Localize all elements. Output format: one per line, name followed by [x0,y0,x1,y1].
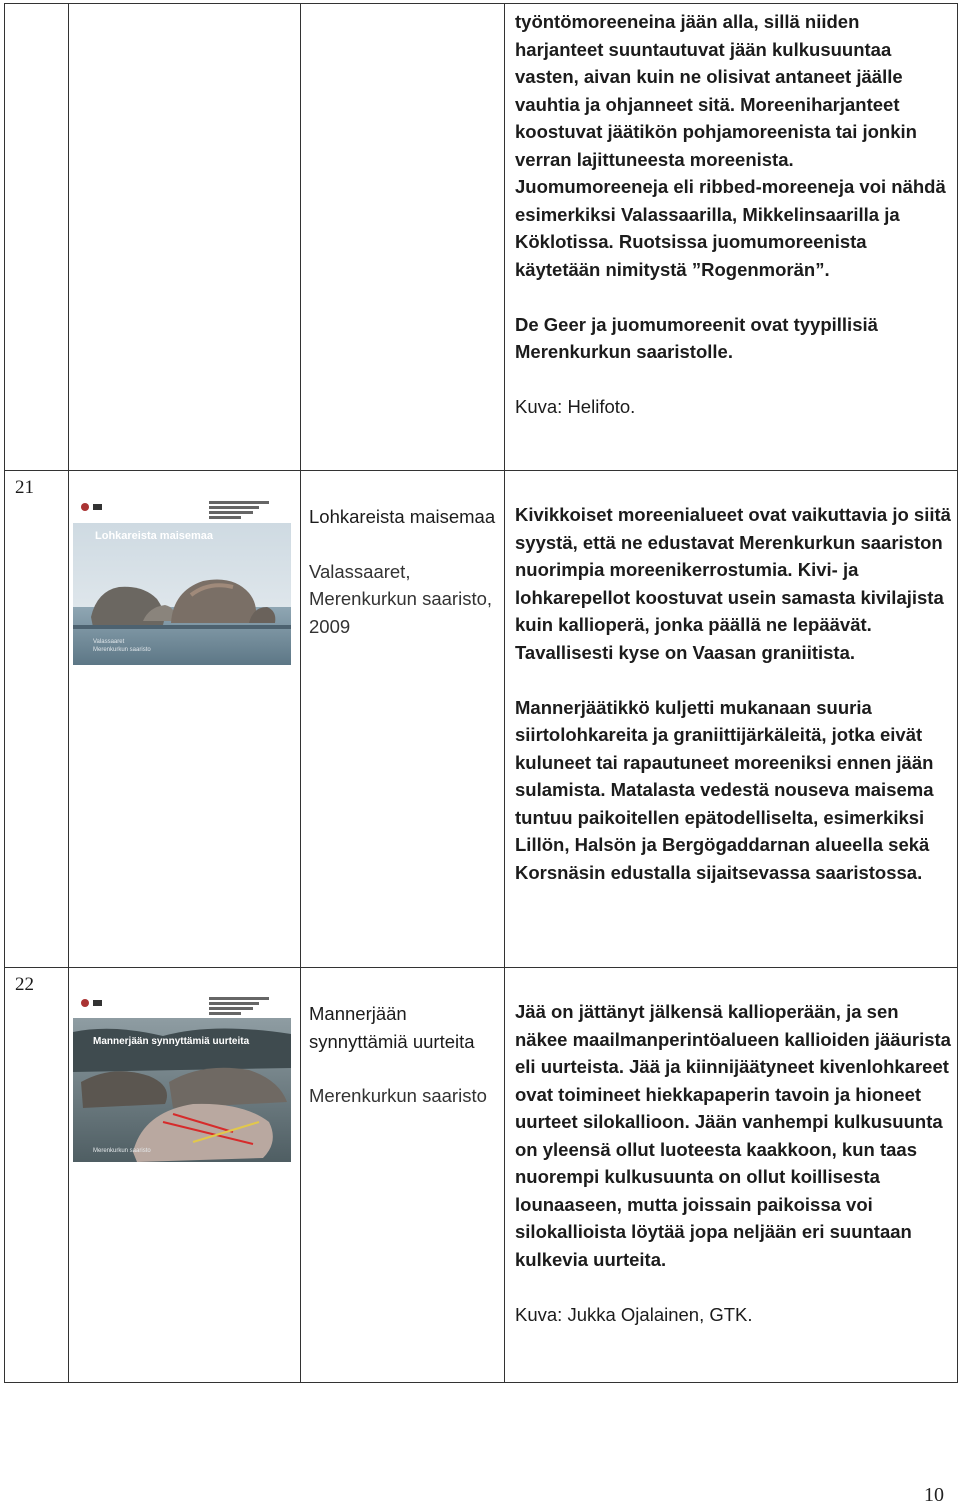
notes-cell [505,4,958,471]
notes-paragraph: Jää on jättänyt jälkensä kallioperään, ja sen näkee maailmanperintöalueen kallioiden jääurista eli uurteista. Jää ja kiinnijäätyneet kivenlohkareet ovat toimineet hiekkapaperin tavoin ja hioneet uurteet silokallioon. Jään vanhempi kulkusuunta on yleensä ollut luoteesta kaakkoon, kun taas nuorempi kulkusuunta on ollut koillisesta lounaaseen, mutta joissain paikoissa voi silokallioista löytää jopa neljään eri suuntaan kulkevia uurteita. [515,1001,951,1270]
notes-paragraph: De Geer ja juomumoreenit ovat tyypillisiä Merenkurkun saaristolle. [515,313,878,362]
unesco-logo-icon [93,1000,102,1006]
notes-paragraph: Kivikkoiset moreenialueet ovat vaikuttavia jo siitä syystä, että ne edustavat Merenkurkun saariston nuorimpia moreenikerrostumia. Kivi- ja lohkarepellot koostuvat usein samasta kivilajista kuin kallioperä, jonka päällä ne lepäävät. Tavallisesti kyse on Vaasan graniitista. [515,504,951,663]
photo-credit: Kuva: Helifoto. [515,396,636,417]
notes-cell [505,968,958,1383]
table-row [5,471,958,968]
heritage-logo-icon [81,999,89,1007]
slide-title-cell [301,471,505,968]
notes-cell [505,471,958,968]
slide-title: Mannerjään synnyttämiä uurteita [309,1003,475,1052]
slide-title: Lohkareista maisemaa [309,506,496,527]
row-number [5,4,69,471]
slide-notes-table [4,3,958,1383]
glacial-striations-image [73,992,291,1162]
table-row [5,4,958,471]
svg-text:Merenkurkun saaristo: Merenkurkun saaristo [93,647,151,653]
boulder-landscape-image [73,495,291,665]
svg-text:Merenkurkun saaristo: Merenkurkun saaristo [93,1148,151,1154]
notes-paragraph: Mannerjäätikkö kuljetti mukanaan suuria siirtolohkareita ja graniittijärkäleitä, jotka eivät kuluneet tai rapautuneet moreeniksi ennen jään sulamista. Matalasta vedestä nouseva maisema tuntuu paikoitellen epätodelliselta, esimerkiksi Lillön, Halsön ja Bergögaddarnan alueella sekä Korsnäsin edustalla sijaitsevassa saaristossa. [515,696,934,883]
slide-location: Merenkurkun saaristo [309,1085,487,1106]
heritage-logo-icon [81,503,89,511]
svg-text:Valassaaret: Valassaaret [93,639,125,645]
page-number: 10 [924,1484,944,1506]
slide-title-cell [301,968,505,1383]
slide-title-cell [301,4,505,471]
row-number: 21 [5,471,69,968]
unesco-logo-icon [93,504,102,510]
slide-thumbnail-cell [69,968,301,1383]
slide-caption: Lohkareista maisemaa [95,530,214,542]
table-row [5,968,958,1383]
slide-thumbnail-cell [69,4,301,471]
slide-thumbnail-cell [69,471,301,968]
slide-thumbnail [73,992,291,1162]
notes-paragraph: työntömoreeneina jään alla, sillä niiden harjanteet suuntautuvat jään kulkusuuntaa vasten, aivan kuin ne olisivat antaneet jäälle vauhtia ja ohjanneet sitä. Moreeniharjanteet koostuvat jäätikön pohjamoreenista tai jonkin verran lajittuneesta moreenista. Juomumoreeneja eli ribbed-moreeneja voi nähdä esimerkiksi Valassaarilla, Mikkelinsaarilla ja Köklotissa. Ruotsissa juomumoreenista käytetään nimitystä ”Rogenmorän”. [515,11,946,280]
slide-caption: Mannerjään synnyttämiä uurteita [93,1036,250,1047]
photo-credit: Kuva: Jukka Ojalainen, GTK. [515,1303,753,1325]
slide-location: Valassaaret, Merenkurkun saaristo, 2009 [309,560,493,637]
row-number: 22 [5,968,69,1383]
slide-thumbnail [73,495,291,665]
